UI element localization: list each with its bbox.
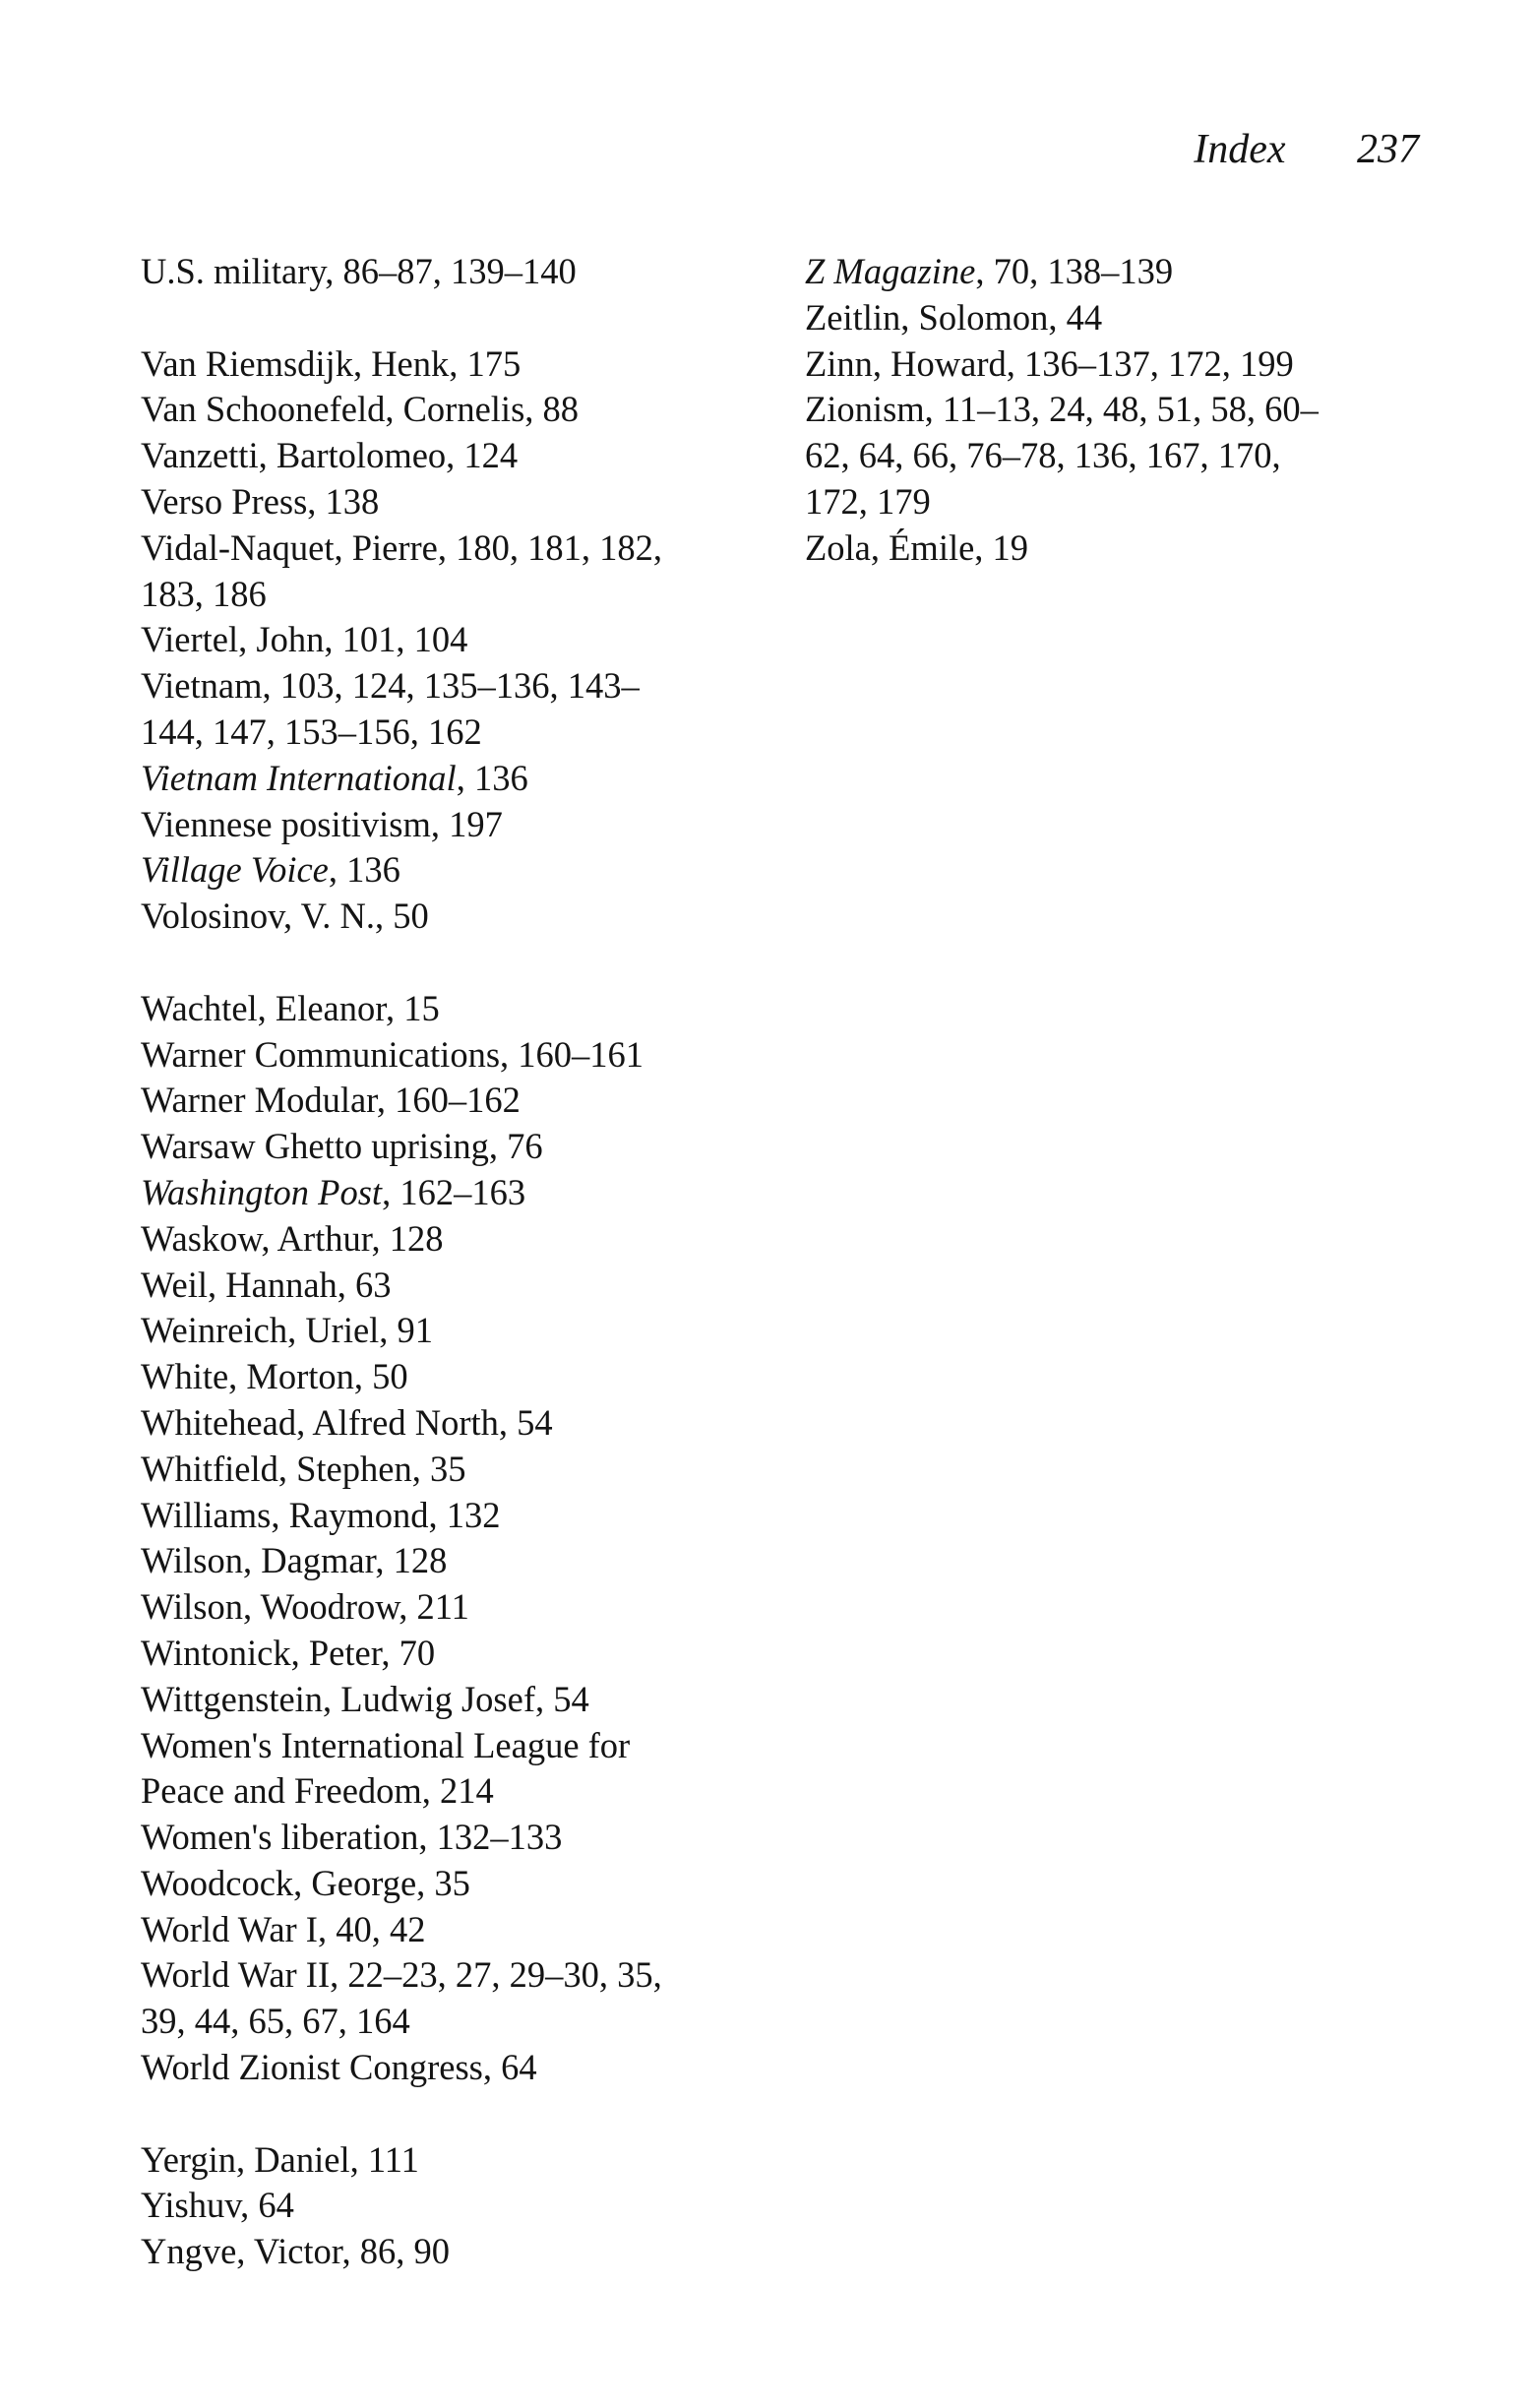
page-number: 237 [1357, 127, 1419, 172]
index-entry-line [141, 847, 770, 894]
index-entry-line: Wilson, Woodrow, 211 [141, 1586, 469, 1628]
index-entry [141, 1631, 770, 1677]
index-entry [141, 802, 770, 848]
index-entry [141, 1032, 770, 1079]
index-entry [141, 1677, 770, 1723]
index-entry-pages: , 136 [328, 849, 400, 891]
index-entry-line [141, 756, 770, 802]
index-entry-line: World Zionist Congress, 64 [141, 2047, 537, 2088]
index-entry-line: Vietnam, 103, 124, 135–136, 143– [141, 665, 640, 707]
index-entry [141, 1584, 770, 1631]
index-entry [141, 1447, 770, 1493]
index-entry [141, 1170, 770, 1216]
index-entry [141, 1308, 770, 1354]
index-entry [141, 1078, 770, 1124]
index-entry [141, 341, 770, 388]
index-entry-line: Waskow, Arthur, 128 [141, 1217, 444, 1259]
index-entry-line: Weil, Hannah, 63 [141, 1264, 392, 1305]
index-entry-italic-title: Vietnam International [141, 757, 457, 798]
index-entry [141, 1493, 770, 1539]
index-entry [805, 387, 1435, 525]
running-head [1194, 122, 1419, 177]
index-entry [141, 525, 770, 618]
index-entry-line: White, Morton, 50 [141, 1356, 408, 1397]
index-entry-line: U.S. military, 86–87, 139–140 [141, 251, 577, 291]
index-entry-pages: , 136 [456, 757, 528, 798]
index-entry-italic-title: Washington Post [141, 1171, 383, 1212]
index-entry [141, 1400, 770, 1447]
index-entry-line: World War I, 40, 42 [141, 1908, 426, 1949]
index-entry [805, 525, 1435, 572]
index-entry [141, 894, 770, 940]
index-entry-continuation: 144, 147, 153–156, 162 [141, 710, 482, 752]
index-entry-line: Volosinov, V. N., 50 [141, 895, 429, 937]
index-entry-continuation: 62, 64, 66, 76–78, 136, 167, 170, [805, 435, 1281, 476]
index-entry-italic-title: Village Voice [141, 849, 329, 891]
index-entry [141, 1815, 770, 1861]
index-entry [141, 663, 770, 756]
index-entry [141, 1263, 770, 1309]
index-entry [141, 986, 770, 1032]
index-entry-line: Vidal-Naquet, Pierre, 180, 181, 182, [141, 526, 662, 568]
index-entry [141, 1124, 770, 1170]
index-entry [141, 1907, 770, 1953]
index-entry [141, 617, 770, 663]
index-entry [141, 1538, 770, 1584]
running-head-title: Index [1194, 127, 1286, 172]
index-entry [141, 756, 770, 802]
index-entry-line: Zola, Émile, 19 [805, 526, 1029, 568]
index-entry-line: Warner Communications, 160–161 [141, 1033, 645, 1075]
index-entry-pages: , 162–163 [382, 1171, 526, 1212]
index-entry [141, 2045, 770, 2091]
index-entry [141, 249, 770, 295]
index-entry-line: Wilson, Dagmar, 128 [141, 1540, 448, 1581]
index-entry-line: Woodcock, George, 35 [141, 1862, 470, 1903]
index-column-left [141, 249, 770, 2275]
index-entry-line: Williams, Raymond, 132 [141, 1494, 501, 1535]
index-entry-continuation: Peace and Freedom, 214 [141, 1770, 494, 1812]
index-entry [141, 433, 770, 479]
index-entry [141, 1216, 770, 1263]
index-entry-continuation: 172, 179 [805, 480, 931, 522]
index-entry-line: Whitfield, Stephen, 35 [141, 1448, 466, 1489]
index-entry [141, 479, 770, 525]
index-entry [141, 1723, 770, 1816]
index-entry [805, 341, 1435, 388]
index-entry-line: Zionism, 11–13, 24, 48, 51, 58, 60– [805, 389, 1319, 430]
index-entry [141, 1861, 770, 1907]
index-entry-line: Warsaw Ghetto uprising, 76 [141, 1126, 543, 1167]
index-entry-line: Weinreich, Uriel, 91 [141, 1310, 434, 1351]
index-entry-line: Vanzetti, Bartolomeo, 124 [141, 435, 519, 476]
index-entry-line: Wintonick, Peter, 70 [141, 1632, 436, 1673]
index-entry [141, 2137, 770, 2184]
index-entry-line: Whitehead, Alfred North, 54 [141, 1401, 553, 1443]
index-entry-line: Viennese positivism, 197 [141, 803, 503, 844]
index-entry-line: Wachtel, Eleanor, 15 [141, 987, 440, 1028]
index-entry-line: Van Riemsdijk, Henk, 175 [141, 342, 522, 384]
index-entry-line: Women's International League for [141, 1724, 631, 1765]
index-entry-continuation: 39, 44, 65, 67, 164 [141, 2001, 410, 2042]
section-gap [141, 940, 770, 986]
index-entry-line [805, 249, 1435, 295]
index-entry-line: Van Schoonefeld, Cornelis, 88 [141, 389, 580, 430]
index-entry-italic-title: Z Magazine [805, 251, 976, 291]
index-entry-line: Wittgenstein, Ludwig Josef, 54 [141, 1678, 589, 1719]
index-entry-line: Women's liberation, 132–133 [141, 1817, 563, 1858]
index-entry [141, 2229, 770, 2275]
section-gap [141, 2091, 770, 2137]
index-entry [805, 249, 1435, 295]
index-entry-line [141, 1170, 770, 1216]
index-entry-line: Viertel, John, 101, 104 [141, 619, 468, 660]
index-entry [141, 1952, 770, 2045]
index-entry [141, 847, 770, 894]
index-entry-line: Zinn, Howard, 136–137, 172, 199 [805, 342, 1294, 384]
index-entry-pages: , 70, 138–139 [975, 251, 1174, 291]
index-entry [141, 387, 770, 433]
section-gap [141, 295, 770, 341]
index-entry-line: Yergin, Daniel, 111 [141, 2138, 419, 2180]
index-entry-line: Yngve, Victor, 86, 90 [141, 2231, 450, 2272]
index-entry-line: World War II, 22–23, 27, 29–30, 35, [141, 1954, 662, 1996]
index-entry-line: Yishuv, 64 [141, 2185, 294, 2226]
index-entry-continuation: 183, 186 [141, 573, 267, 614]
index-entry [141, 2183, 770, 2229]
index-entry-line: Verso Press, 138 [141, 480, 380, 522]
index-entry-line: Zeitlin, Solomon, 44 [805, 296, 1103, 338]
index-column-right [805, 249, 1435, 572]
index-entry [805, 295, 1435, 341]
index-entry [141, 1354, 770, 1400]
index-entry-line: Warner Modular, 160–162 [141, 1080, 521, 1121]
